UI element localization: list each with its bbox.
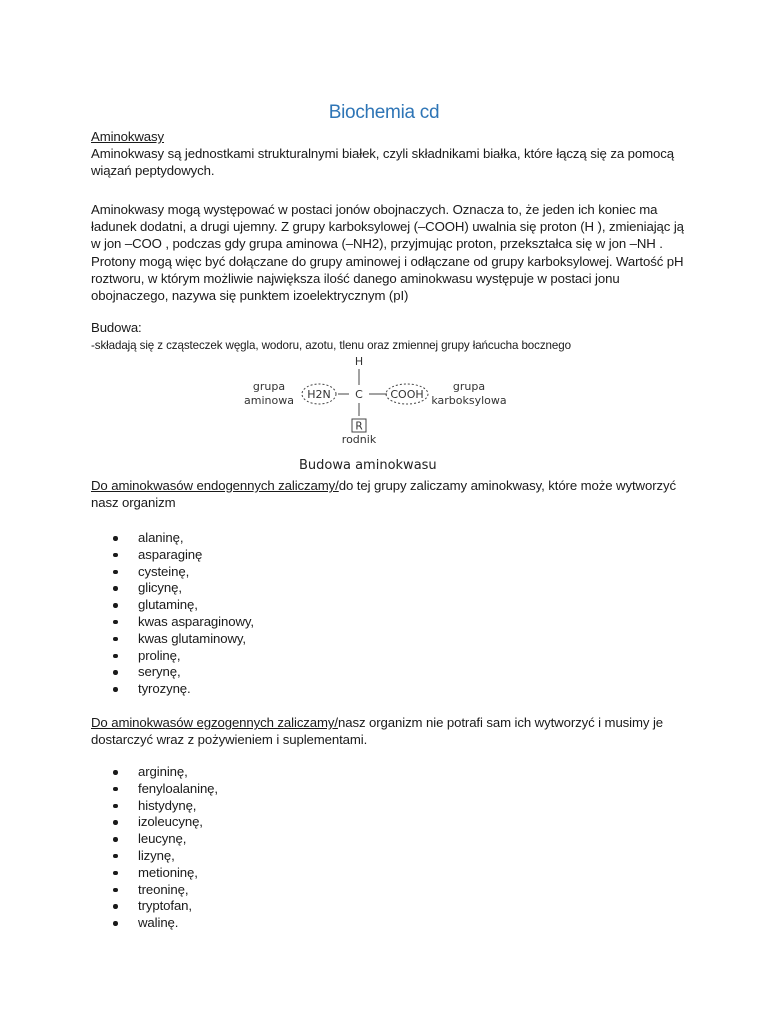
list-item: treoninę, bbox=[113, 882, 218, 899]
radical-label: rodnik bbox=[341, 433, 377, 446]
paragraph-line: Aminokwasy mogą występować w postaci jonów obojnaczych. Oznacza to, że jeden ich koniec ma bbox=[91, 202, 658, 217]
budowa-section bbox=[91, 319, 691, 353]
diagram-caption: Budowa aminokwasu bbox=[299, 458, 437, 473]
hydrogen-atom: H bbox=[354, 355, 364, 368]
paragraph-line: roztworu, w którym możliwie największa ilość danego aminokwasu występuje w postaci jonu bbox=[91, 270, 620, 286]
right-label-1: grupa bbox=[452, 380, 486, 393]
carbon-atom: C bbox=[355, 388, 363, 401]
list-item: cysteinę, bbox=[113, 564, 254, 581]
paragraph-line: obojnaczego, nazywa się punktem izoelektrycznym (pI) bbox=[91, 288, 409, 304]
section-heading: Aminokwasy bbox=[91, 129, 165, 144]
exogenous-heading: Do aminokwasów egzogennych zaliczamy/ bbox=[91, 715, 338, 730]
list-item: kwas glutaminowy, bbox=[113, 631, 254, 648]
exogenous-intro-line2: dostarczyć wraz z pożywieniem i suplementami. bbox=[91, 732, 368, 748]
amino-acid-structure-diagram bbox=[91, 354, 691, 474]
list-item: glicynę, bbox=[113, 580, 254, 597]
paragraph-line: ładunek dodatni, a drugi ujemny. Z grupy karboksylowej (–COOH) uwalnia się proton (H ), zmieniając ją bbox=[91, 219, 684, 235]
exogenous-section bbox=[91, 714, 691, 748]
paragraph-line: wiązań peptydowych. bbox=[91, 163, 215, 179]
list-item: lizynę, bbox=[113, 848, 218, 865]
list-item: histydynę, bbox=[113, 798, 218, 815]
exogenous-list bbox=[113, 764, 218, 932]
budowa-label: Budowa: bbox=[91, 320, 142, 335]
left-label-2: aminowa bbox=[244, 394, 294, 407]
list-item: serynę, bbox=[113, 664, 254, 681]
left-label-1: grupa bbox=[252, 380, 286, 393]
endogenous-intro-line2: nasz organizm bbox=[91, 495, 176, 511]
list-item: argininę, bbox=[113, 764, 218, 781]
paragraph-line: Protony mogą więc być dołączane do grupy aminowej i odłączane od grupy karboksylowej. Wartość pH bbox=[91, 253, 684, 269]
list-item: alaninę, bbox=[113, 530, 254, 547]
list-item: metioninę, bbox=[113, 865, 218, 882]
list-item: prolinę, bbox=[113, 648, 254, 665]
list-item: tyrozynę. bbox=[113, 681, 254, 698]
endogenous-list bbox=[113, 530, 254, 698]
section-aminokwasy bbox=[91, 128, 691, 180]
radical-symbol: R bbox=[355, 420, 363, 433]
paragraph-line: Aminokwasy są jednostkami strukturalnymi białek, czyli składnikami białka, które łączą się za pomocą bbox=[91, 146, 674, 162]
endogenous-section bbox=[91, 477, 691, 511]
list-item: fenyloalaninę, bbox=[113, 781, 218, 798]
paragraph-line: w jon –COO , podczas gdy grupa aminowa (–NH2), przyjmując proton, przekształca się w jon –NH . bbox=[91, 236, 663, 252]
list-item: leucynę, bbox=[113, 831, 218, 848]
list-item: tryptofan, bbox=[113, 898, 218, 915]
list-item: asparaginę bbox=[113, 547, 254, 564]
carboxyl-group-text: COOH bbox=[390, 388, 424, 401]
page-title: Biochemia cd bbox=[328, 102, 440, 123]
endogenous-intro: do tej grupy zaliczamy aminokwasy, które może wytworzyć bbox=[338, 478, 676, 493]
list-item: izoleucynę, bbox=[113, 814, 218, 831]
exogenous-intro: nasz organizm nie potrafi sam ich wytworzyć i musimy je bbox=[337, 715, 664, 730]
budowa-description: -składają się z cząsteczek węgla, wodoru, azotu, tlenu oraz zmiennej grupy łańcucha bocznego bbox=[91, 339, 571, 353]
endogenous-heading: Do aminokwasów endogennych zaliczamy/ bbox=[91, 478, 339, 493]
right-label-2: karboksylowa bbox=[431, 394, 507, 407]
list-item: kwas asparaginowy, bbox=[113, 614, 254, 631]
list-item: glutaminę, bbox=[113, 597, 254, 614]
paragraph-zwitterion bbox=[91, 201, 691, 304]
list-item: walinę. bbox=[113, 915, 218, 932]
amine-group-text: H2N bbox=[307, 388, 331, 401]
